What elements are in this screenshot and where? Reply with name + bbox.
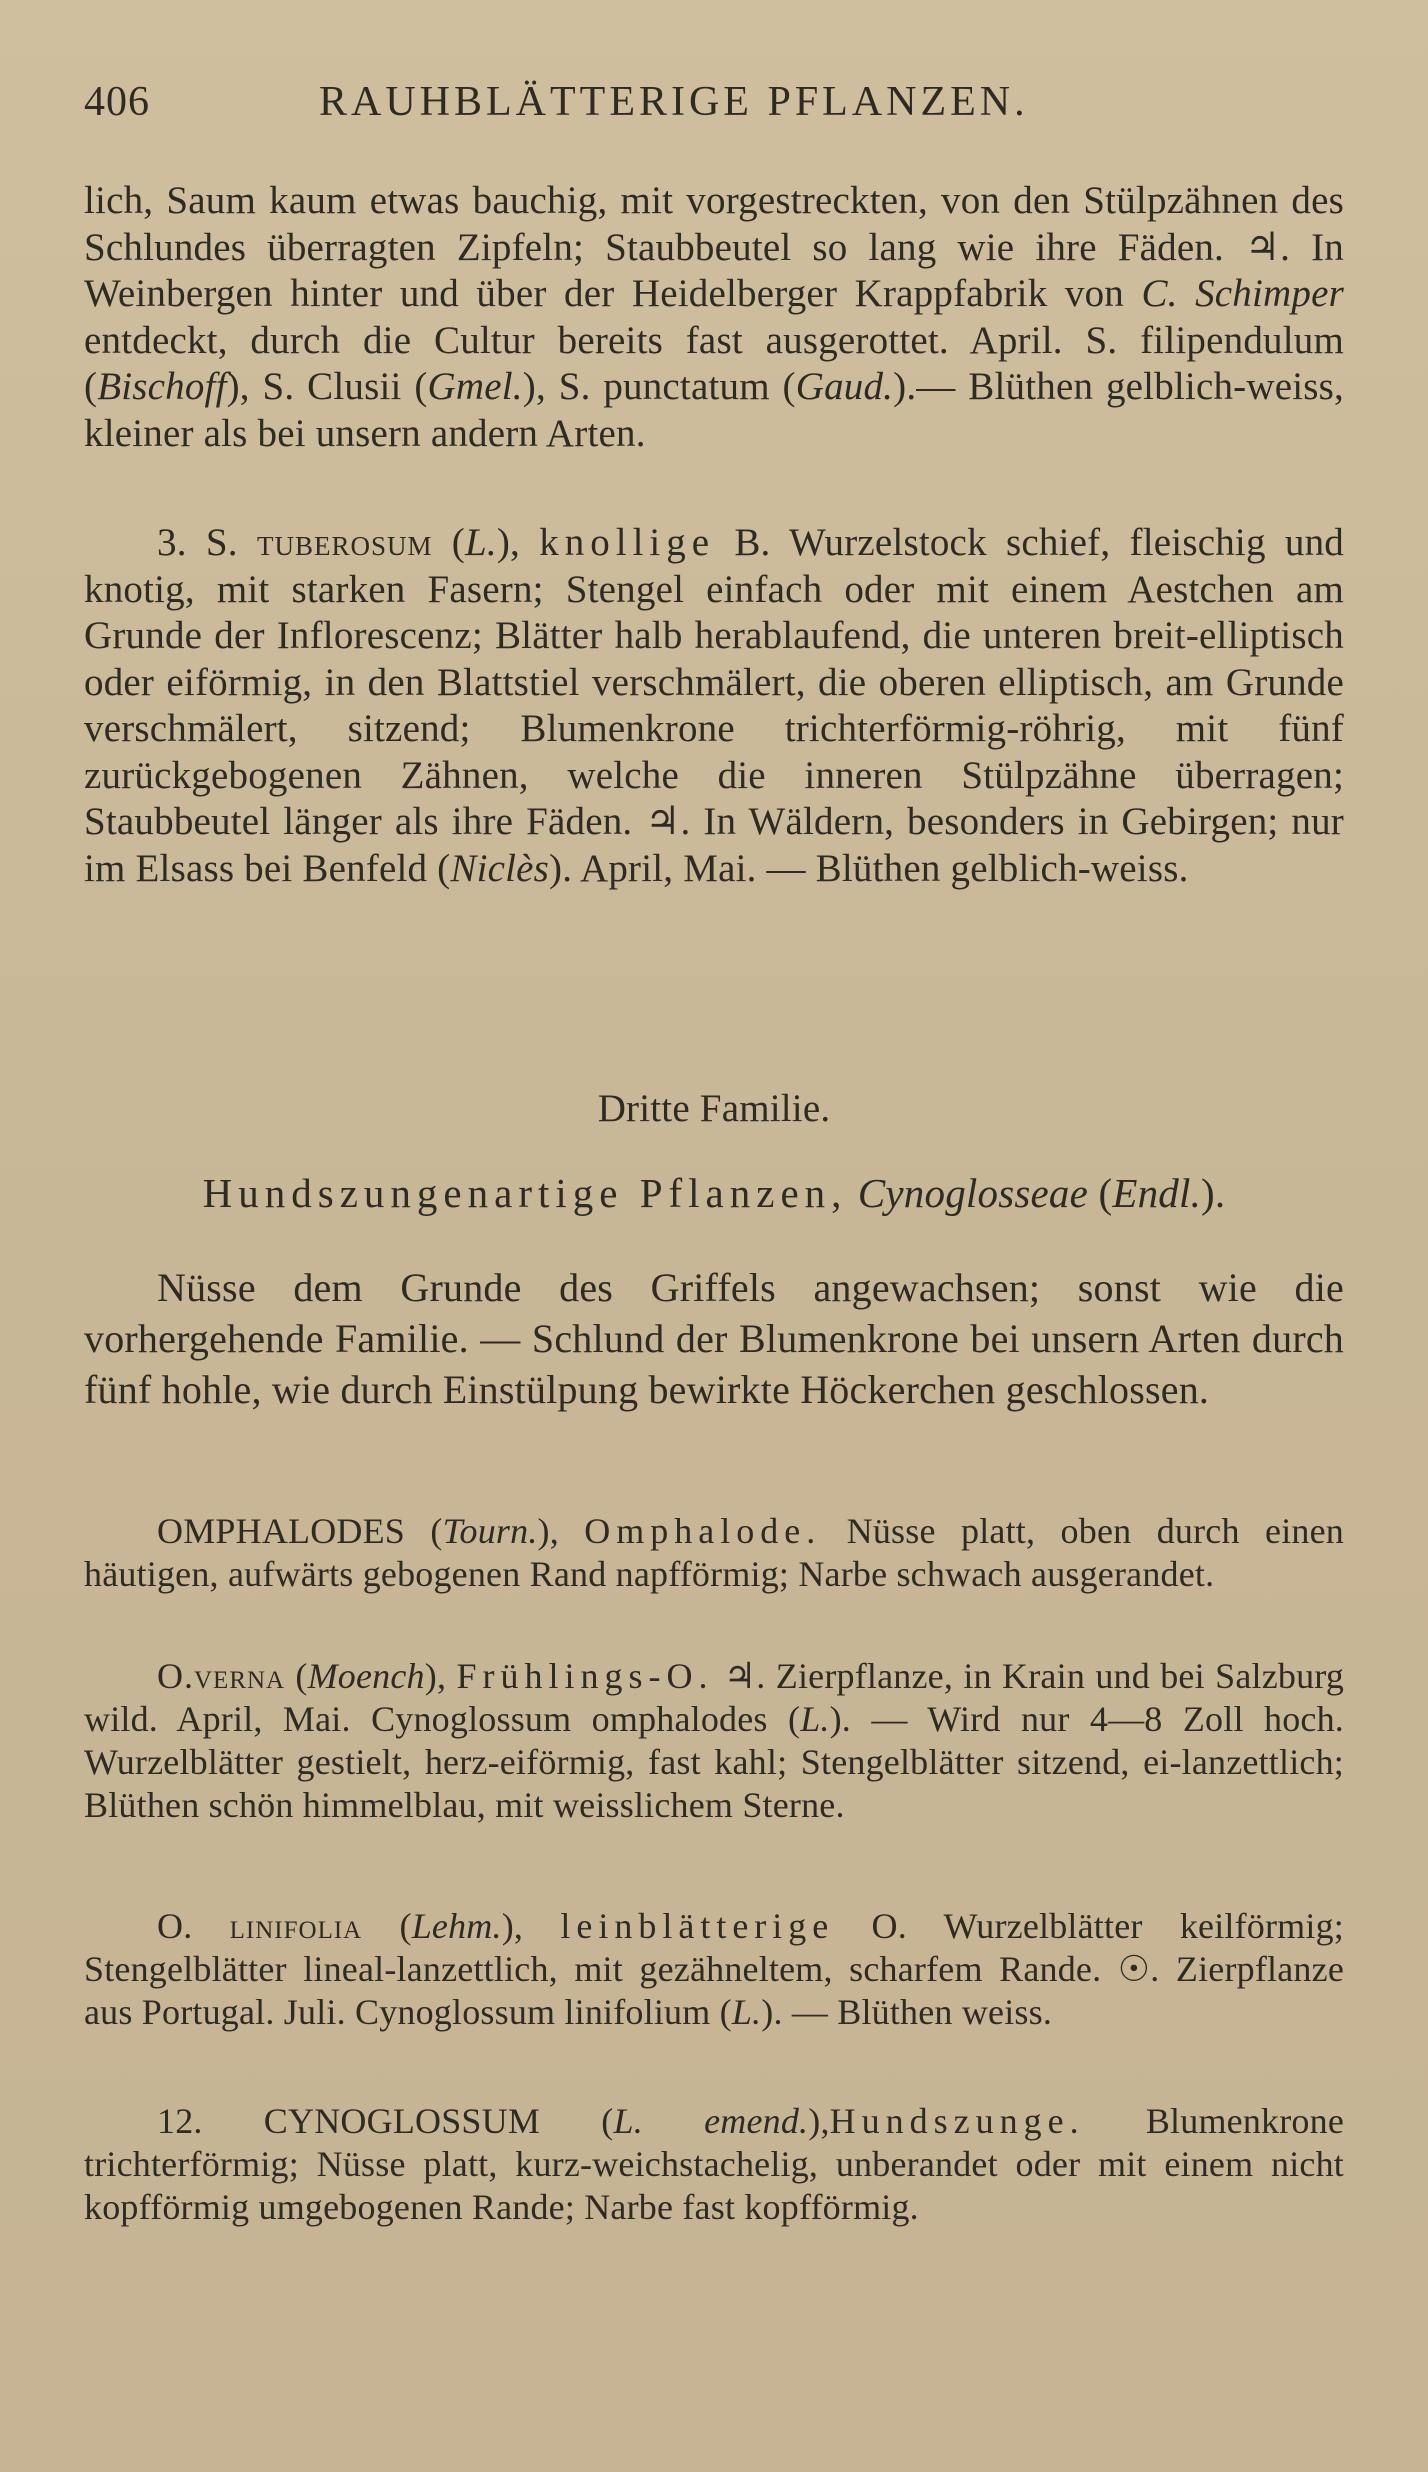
genus-entry-omphalodes: OMPHALODES (Tourn.), Omphalode. Nüsse platt, oben durch einen häutigen, aufwärts gebogenen Rand napfförmig; Narbe schwach ausgerandet.: [84, 1511, 1344, 1594]
family-description: Nüsse dem Grunde des Griffels angewachsen; sonst wie die vorhergehende Familie. — Schlund der Blumenkrone bei unsern Arten durch fünf hohle, wie durch Einstülpung bewirkte Höckerchen geschlossen.: [84, 1265, 1344, 1412]
common-name: knollige: [539, 521, 716, 564]
species-entry-linifolia: O. linifolia (Lehm.), leinblätterige O. Wurzelblätter keilförmig; Stengelblätter lineal-lanzettlich, mit gezähneltem, scharfem Rande. ☉. Zierpflanze aus Portugal. Juli. Cynoglossum linifolium (L.). — Blüthen weiss.: [84, 1906, 1344, 2032]
common-name: Hundszunge.: [829, 2101, 1085, 2141]
author-name: Moench: [307, 1656, 425, 1696]
author-name: L.: [465, 521, 497, 564]
author-name: C. Schimper: [1141, 272, 1344, 315]
author-name: L.: [800, 1699, 830, 1739]
genus-name: 12. CYNOGLOSSUM: [157, 2101, 541, 2141]
author-name: L.: [731, 1992, 762, 2032]
page-number: 406: [84, 79, 150, 125]
author-name: Bischoff: [97, 365, 227, 408]
author-name: Niclès: [450, 846, 550, 890]
family-latin-name: Cynoglosseae: [857, 1170, 1089, 1216]
species-entry-verna: O.verna (Moench), Frühlings-O. ♃. Zierpflanze, in Krain und bei Salzburg wild. April, Mai. Cynoglossum omphalodes (L.). — Wird nur 4—8 Zoll hoch. Wurzelblätter gestielt, herz-eiförmig, fast kahl; Stengelblätter sitzend, ei-lanzettlich; Blüthen schön himmelblau, mit weisslichem Sterne.: [84, 1656, 1345, 1825]
family-name: Hundszungenartige Pflanzen,: [202, 1170, 848, 1216]
species-name: linifolia: [229, 1906, 363, 1946]
author-name: L. emend.: [613, 2101, 809, 2141]
species-entry-tuberosum: 3. S. tuberosum (L.), knollige B. Wurzelstock schief, fleischig und knotig, mit starken Fasern; Stengel einfach oder mit einem Aestchen am Grunde der Inflorescenz; Blätter halb herablaufend, die unteren breit-elliptisch oder eiförmig, in den Blattstiel verschmälert, die oberen elliptisch, am Grunde verschmälert, sitzend; Blumenkrone trichterförmig-röhrig, mit fünf zurückgebogenen Zähnen, welche die inneren Stülpzähne überragen; Staubbeutel länger als ihre Fäden. ♃. In Wäldern, besonders in Gebirgen; nur im Elsass bei Benfeld (Niclès). April, Mai. — Blüthen gelblich-weiss.: [84, 521, 1345, 890]
common-name: leinblätterige: [560, 1906, 835, 1946]
species-name: O.verna: [157, 1656, 286, 1696]
species-name: tuberosum: [257, 521, 433, 564]
genus-entry-cynoglossum: 12. CYNOGLOSSUM (L. emend.),Hundszunge. Blumenkrone trichterförmig; Nüsse platt, kurz-weichstachelig, unberandet oder mit einem nicht kopfförmig umgebogenen Rande; Narbe fast kopfförmig.: [84, 2101, 1344, 2227]
author-name: Tourn.: [442, 1511, 538, 1551]
author-name: Gmel.: [427, 365, 523, 408]
common-name: Frühlings-O.: [456, 1656, 714, 1696]
author-name: Gaud.: [795, 365, 894, 408]
continuation-paragraph: lich, Saum kaum etwas bauchig, mit vorgestreckten, von den Stülpzähnen des Schlundes überragten Zipfeln; Staubbeutel so lang wie ihre Fäden. ♃. In Weinbergen hinter und über der Heidelberger Krappfabrik von C. Schimper entdeckt, durch die Cultur bereits fast ausgerottet. April. S. filipendulum (Bischoff), S. Clusii (Gmel.), S. punctatum (Gaud.).— Blüthen gelblich-weiss, kleiner als bei unsern andern Arten.: [84, 179, 1344, 455]
common-name: Omphalode.: [584, 1511, 822, 1551]
family-title: Hundszungenartige Pflanzen, Cynoglosseae (Endl.).: [202, 1170, 1226, 1216]
genus-name: OMPHALODES: [157, 1511, 406, 1551]
family-heading: Dritte Familie.: [597, 1087, 831, 1130]
running-title: RAUHBLÄTTERIGE PFLANZEN.: [319, 79, 1029, 125]
running-header: [84, 78, 1344, 132]
author-name: Lehm.: [411, 1906, 502, 1946]
author-name: Endl.: [1112, 1170, 1202, 1216]
